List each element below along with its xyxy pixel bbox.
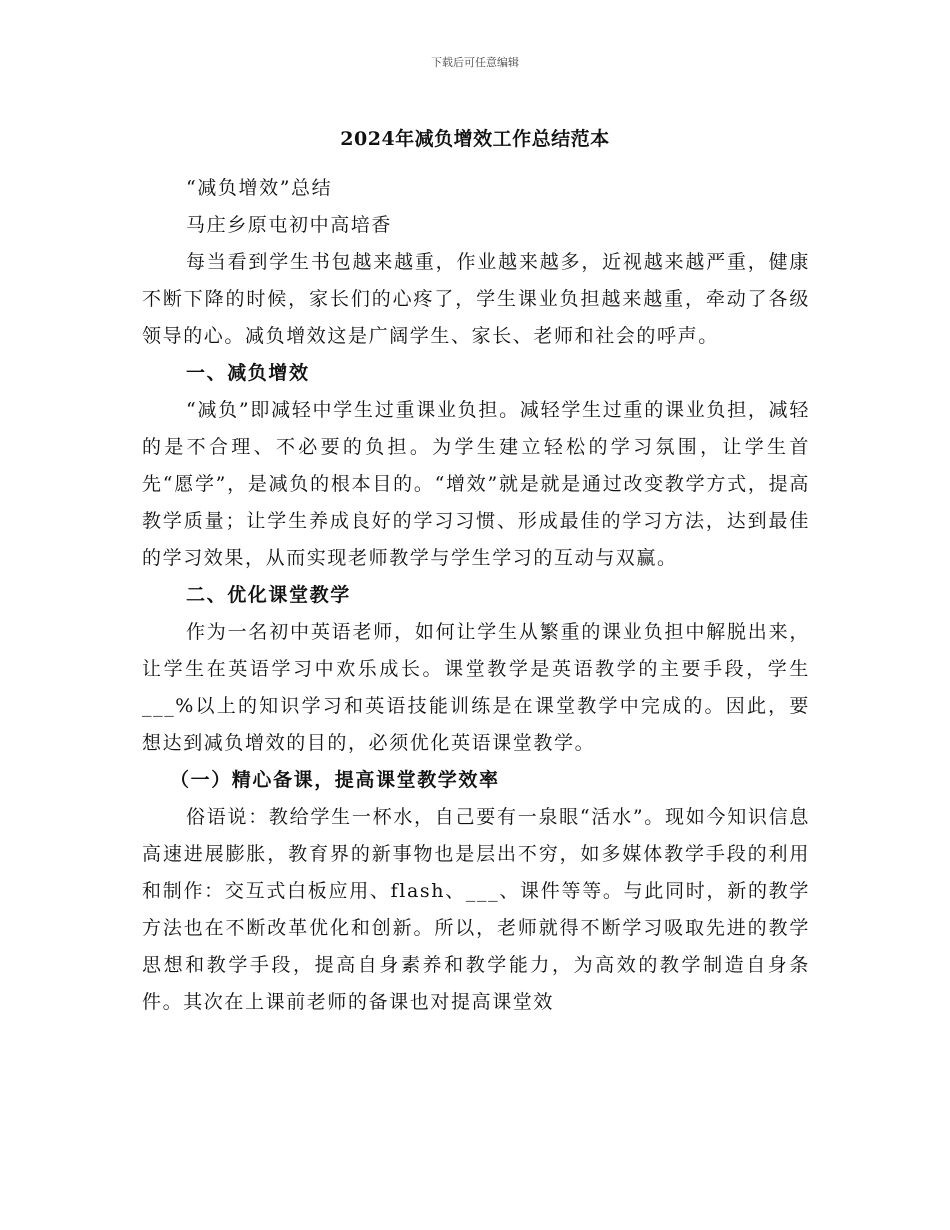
- subsection-1-paragraph: 俗语说：教给学生一杯水，自己要有一泉眼“活水”。现如今知识信息高速进展膨胀，教育界的新事物也是层出不穷，如多媒体教学手段的利用和制作：交互式白板应用、flash、___、课件等等。与此同时，新的教学方法也在不断改革优化和创新。所以，老师就得不断学习吸取先进的教学思想和教学手段，提高自身素养和教学能力，为高效的教学制造自身条件。其次在上课前老师的备课也对提高课堂效: [142, 806, 810, 1013]
- document-body: [142, 170, 810, 1021]
- section-1-paragraph: “减负”即减轻中学生过重课业负担。减轻学生过重的课业负担，减轻的是不合理、不必要的负担。为学生建立轻松的学习氛围，让学生首先“愿学”，是减负的根本目的。“增效”就是就是通过改变教学方式，提高教学质量；让学生养成良好的学习习惯、形成最佳的学习方法，达到最佳的学习效果，从而实现老师教学与学生学习的互动与双赢。: [142, 399, 810, 569]
- page-header-note: 下载后可任意编辑: [431, 56, 519, 69]
- intro-paragraph: 每当看到学生书包越来越重，作业越来越多，近视越来越严重，健康不断下降的时候，家长们的心疼了，学生课业负担越来越重，牵动了各级领导的心。减负增效这是广阔学生、家长、老师和社会的呼声。: [142, 251, 810, 347]
- section-1-heading: 一、减负增效: [186, 362, 310, 384]
- document-subtitle: “减负增效”总结: [186, 177, 333, 199]
- document-title: 2024年减负增效工作总结范本: [340, 128, 610, 150]
- document-author: 马庄乡原屯初中高培香: [186, 214, 393, 236]
- section-2-heading: 二、优化课堂教学: [186, 584, 351, 606]
- section-2-paragraph: 作为一名初中英语老师，如何让学生从繁重的课业负担中解脱出来，让学生在英语学习中欢乐成长。课堂教学是英语教学的主要手段，学生___%以上的知识学习和英语技能训练是在课堂教学中完成的。因此，要想达到减负增效的目的，必须优化英语课堂教学。: [142, 621, 810, 754]
- subsection-1-heading: （一）精心备课，提高课堂教学效率: [170, 769, 500, 791]
